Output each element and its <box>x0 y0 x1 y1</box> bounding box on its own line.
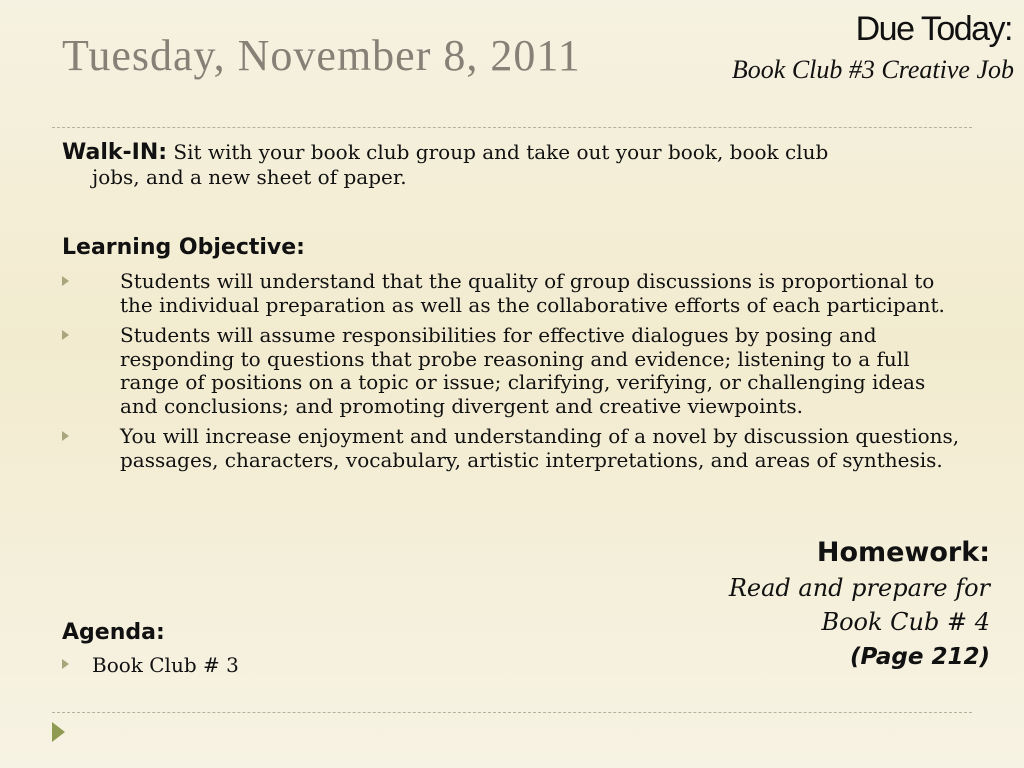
walk-in-label: Walk-IN: <box>62 140 168 165</box>
walk-in-section <box>62 140 982 189</box>
objective-item: Students will assume responsibilities for effective dialogues by posing and responding to questions that probe reasoning and evidence; listening to a full range of positions on a topic or issue; clarifying, verifying, or challenging ideas and conclusions; and promoting divergent and creative viewpoints. <box>60 324 960 418</box>
agenda-list <box>60 653 239 677</box>
learning-objective-list <box>60 270 960 479</box>
bullet-arrow-icon <box>62 659 69 669</box>
homework-line1: Read and prepare for <box>728 574 990 602</box>
corner-arrow-icon <box>52 722 65 742</box>
learning-objective-label: Learning Objective: <box>62 235 305 260</box>
top-divider <box>52 127 972 128</box>
bottom-divider <box>52 712 972 713</box>
agenda-item: Book Club # 3 <box>60 653 239 677</box>
homework-line2: Book Cub # 4 <box>821 608 990 636</box>
homework-heading: Homework: <box>816 537 990 568</box>
due-today-heading: Due Today: <box>855 10 1012 48</box>
walk-in-text-line2: jobs, and a new sheet of paper. <box>92 165 407 189</box>
objective-item: Students will understand that the quality of group discussions is proportional to the individual preparation as well as the collaborative efforts of each participant. <box>60 270 960 317</box>
agenda-label: Agenda: <box>62 620 165 645</box>
bullet-arrow-icon <box>62 330 69 340</box>
homework-box <box>729 535 990 675</box>
due-today-item: Book Club #3 Creative Job <box>731 55 1014 84</box>
bullet-arrow-icon <box>62 276 69 286</box>
bullet-arrow-icon <box>62 431 69 441</box>
objective-item: You will increase enjoyment and understanding of a novel by discussion questions, passages, characters, vocabulary, artistic interpretations, and areas of synthesis. <box>60 425 960 472</box>
homework-page: (Page 212) <box>849 644 990 670</box>
walk-in-text-line1: Sit with your book club group and take out your book, book club <box>167 140 829 164</box>
page-title: Tuesday, November 8, 2011 <box>62 31 581 80</box>
